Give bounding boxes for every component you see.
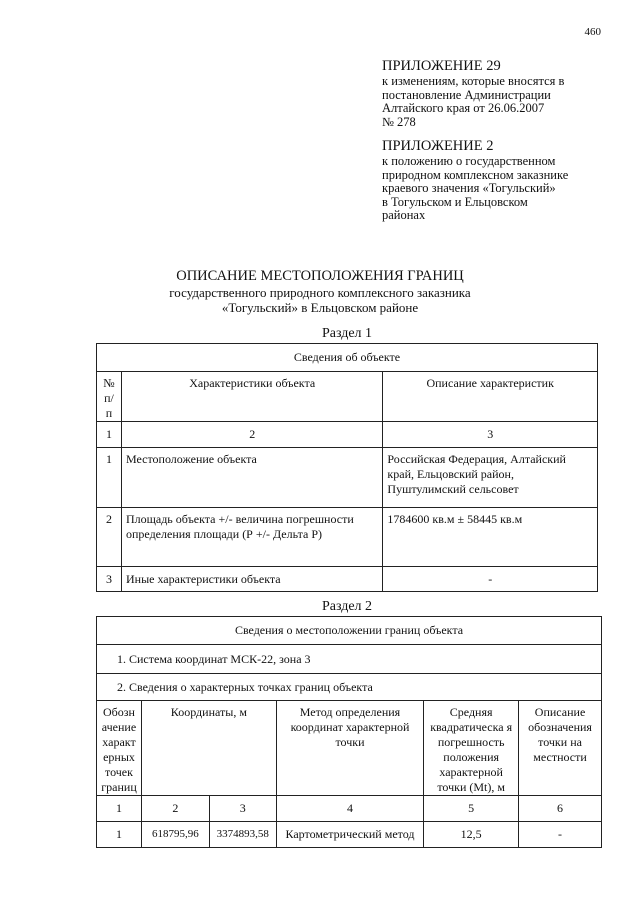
column-header-point-description: Описание обозначения точки на местности: [519, 701, 602, 796]
column-number-cell: 2: [121, 422, 382, 448]
accuracy-cell: 12,5: [424, 822, 519, 848]
appendix-2-heading: ПРИЛОЖЕНИЕ 2: [382, 138, 494, 154]
section-1-header: Сведения об объекте: [97, 344, 598, 372]
appendix-29-heading: ПРИЛОЖЕНИЕ 29: [382, 58, 501, 74]
column-header-coordinates: Координаты, м: [141, 701, 276, 796]
description-cell: -: [383, 567, 598, 592]
title-line-2: государственного природного комплексного заказника: [169, 285, 471, 300]
appendix-2-line: в Тогульском и Ельцовском: [382, 194, 528, 209]
column-number-cell: 4: [276, 796, 423, 822]
point-designation-cell: 1: [97, 822, 142, 848]
column-number-cell: 1: [97, 422, 122, 448]
column-header-number: № п/п: [97, 372, 122, 422]
section-2-table: [96, 616, 602, 848]
document-title: [90, 268, 550, 315]
row-number: 2: [97, 508, 122, 567]
title-line-3: «Тогульский» в Ельцовском районе: [221, 300, 419, 315]
column-header-description: Описание характеристик: [383, 372, 598, 422]
section-2-header: Сведения о местоположении границ объекта: [97, 617, 602, 645]
appendix-2-line: краевого значения «Тогульский»: [382, 181, 556, 195]
appendix-2-line: к положению о государственном: [382, 154, 556, 168]
column-number-cell: 3: [209, 796, 276, 822]
characteristic-cell: Иные характеристики объекта: [121, 567, 382, 592]
page-number: 460: [584, 26, 601, 38]
section-1-title: Раздел 1: [321, 326, 373, 341]
appendix-29-line: Алтайского края от 26.06.2007: [382, 101, 545, 115]
appendix-29-line: № 278: [382, 114, 416, 129]
description-cell: 1784600 кв.м ± 58445 кв.м: [383, 508, 598, 567]
description-cell: Российская Федерация, Алтайский край, Ельцовский район, Пуштулимский сельсовет: [383, 448, 598, 508]
appendix-2-line: районах: [382, 208, 426, 222]
characteristic-cell: Местоположение объекта: [121, 448, 382, 508]
appendix-29-line: постановление Администрации: [382, 87, 551, 102]
points-heading: 2. Сведения о характерных точках границ объекта: [97, 674, 602, 701]
appendix-2-line: природном комплексном заказнике: [382, 167, 569, 182]
column-header-method: Метод определения координат характерной точки: [276, 701, 423, 796]
column-number-cell: 6: [519, 796, 602, 822]
row-number: 1: [97, 448, 122, 508]
method-cell: Картометрический метод: [276, 822, 423, 848]
column-header-characteristic: Характеристики объекта: [121, 372, 382, 422]
table-row: [97, 822, 602, 848]
column-number-cell: 3: [383, 422, 598, 448]
column-number-cell: 2: [141, 796, 209, 822]
column-header-designation: Обозн ачение характ ерных точек границ: [97, 701, 142, 796]
appendix-2-block: [382, 138, 622, 223]
table-row: [97, 448, 598, 508]
table-row: [97, 567, 598, 592]
table-row: [97, 508, 598, 567]
column-header-accuracy: Средняя квадратическа я погрешность положения характерной точки (Mt), м: [424, 701, 519, 796]
section-1-table: [96, 343, 598, 592]
section-2-title: Раздел 2: [321, 599, 373, 614]
row-number: 3: [97, 567, 122, 592]
coordinate-system: 1. Система координат МСК-22, зона 3: [97, 645, 602, 674]
appendix-29-line: к изменениям, которые вносятся в: [382, 74, 565, 88]
coordinate-y-cell: 3374893,58: [209, 822, 276, 848]
column-number-cell: 5: [424, 796, 519, 822]
column-number-cell: 1: [97, 796, 142, 822]
appendix-29-block: [382, 58, 622, 129]
point-description-cell: -: [519, 822, 602, 848]
title-line-1: ОПИСАНИЕ МЕСТОПОЛОЖЕНИЯ ГРАНИЦ: [176, 268, 464, 284]
characteristic-cell: Площадь объекта +/- величина погрешности определения площади (Р +/- Дельта Р): [121, 508, 382, 567]
coordinate-x-cell: 618795,96: [141, 822, 209, 848]
